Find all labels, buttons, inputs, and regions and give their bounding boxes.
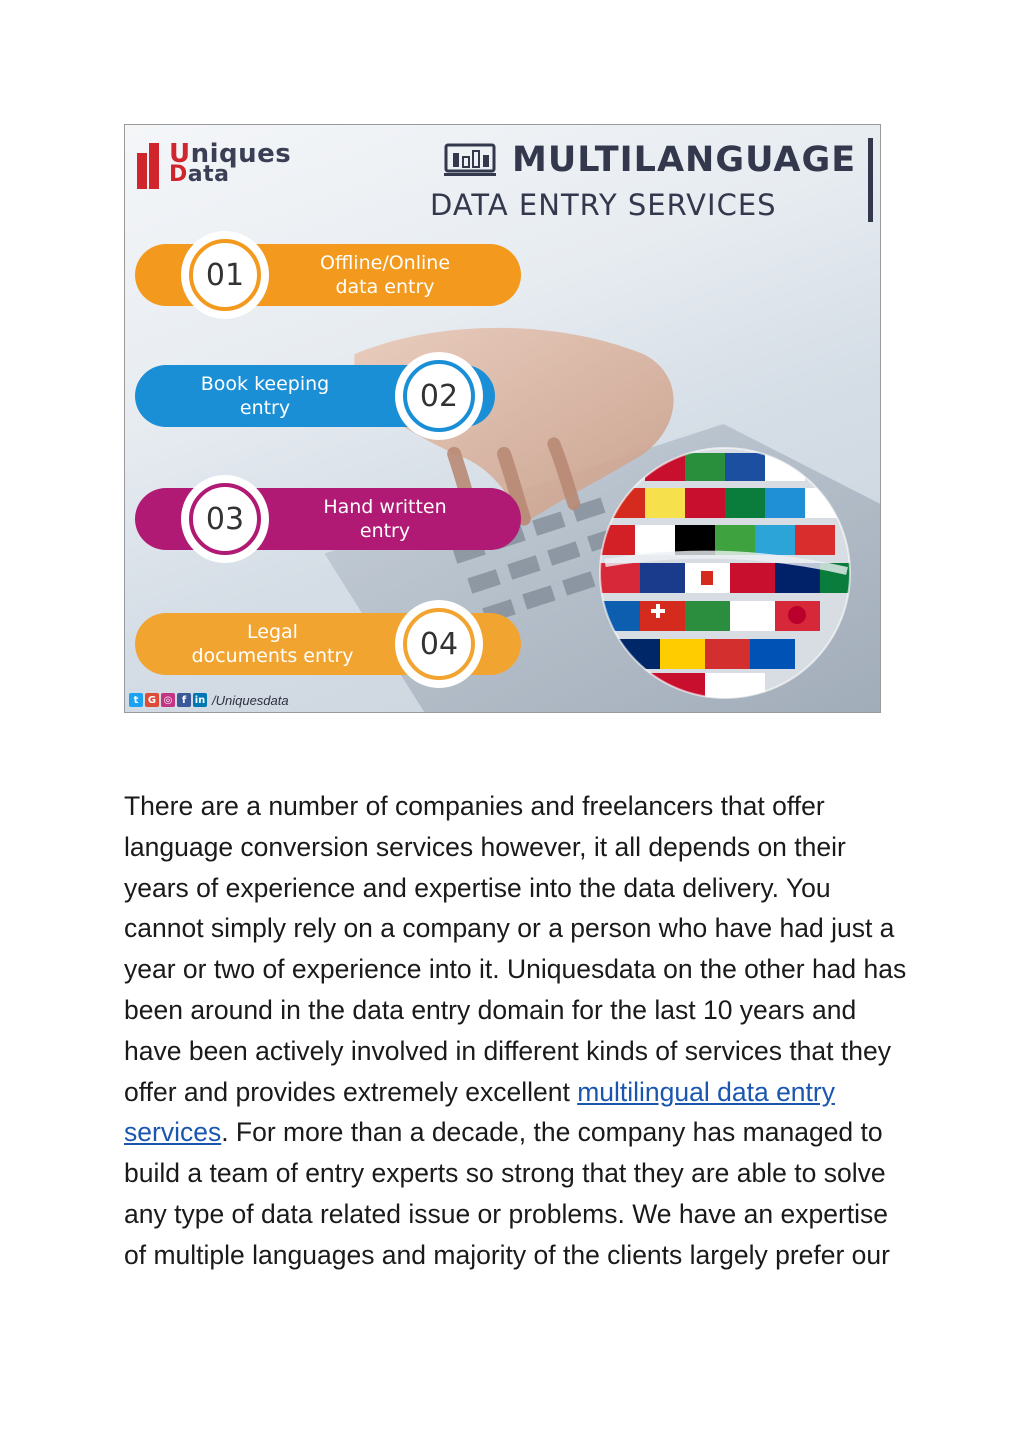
- social-handle: /Uniquesdata: [212, 692, 289, 708]
- facebook-icon[interactable]: f: [177, 693, 191, 707]
- service-label-02-line2: entry: [239, 397, 291, 419]
- logo-text-ata: ata: [187, 162, 230, 187]
- uniques-data-logo: [137, 139, 317, 189]
- flag-globe-icon: [585, 443, 865, 703]
- service-number-03: 03: [189, 483, 261, 555]
- article-text-before-link: There are a number of companies and freelancers that offer language conversion services however, it all depends on their years of experience and expertise into the data delivery. You cannot simply rely on a company or a person who have had just a year or two of experience into it. Uniquesdata on the other had has been around in the data entry domain for the last 10 years and have been actively involved in different kinds of services that they offer and provides extremely excellent: [124, 791, 907, 1107]
- service-label-04-line1: Legal: [247, 621, 298, 643]
- title-data-entry-services: DATA ENTRY SERVICES: [430, 188, 777, 222]
- service-number-01: 01: [189, 239, 261, 311]
- article-text-after-link: . For more than a decade, the company has managed to build a team of entry experts so strong that they are able to solve any type of data related issue or problems. We have an expertise of multiple languages and majority of the clients largely prefer our: [124, 1117, 890, 1270]
- service-label-02-line1: Book keeping: [200, 373, 330, 395]
- service-label-01-line2: data entry: [335, 276, 435, 298]
- service-label-04-line2: documents entry: [191, 645, 354, 667]
- service-label-03-line2: entry: [359, 520, 411, 542]
- service-label-03-line1: Hand written: [323, 496, 447, 518]
- logo-cap-u: U: [169, 139, 191, 169]
- title-divider: [868, 138, 873, 222]
- multilingual-data-entry-link[interactable]: multilingual data entry services: [124, 1076, 835, 1148]
- title-multilanguage: MULTILANGUAGE: [512, 140, 857, 180]
- service-number-circle-01: [181, 231, 269, 319]
- service-number-02: 02: [403, 360, 475, 432]
- linkedin-icon[interactable]: in: [194, 694, 206, 706]
- social-links-bar: [129, 692, 289, 708]
- logo-text-niques: niques: [190, 139, 292, 169]
- banner-image: [124, 124, 881, 713]
- service-number-circle-02: [395, 352, 483, 440]
- instagram-icon[interactable]: ◎: [161, 693, 175, 707]
- computer-chart-icon: [444, 143, 496, 177]
- service-number-04: 04: [403, 608, 475, 680]
- google-plus-icon[interactable]: G: [145, 693, 159, 707]
- service-number-circle-03: [181, 475, 269, 563]
- twitter-icon[interactable]: t: [129, 693, 143, 707]
- logo-cap-d: D: [169, 162, 188, 187]
- service-number-circle-04: [395, 600, 483, 688]
- banner-title: [430, 138, 877, 226]
- service-label-01-line1: Offline/Online: [319, 252, 451, 274]
- article-paragraph: [124, 786, 914, 1276]
